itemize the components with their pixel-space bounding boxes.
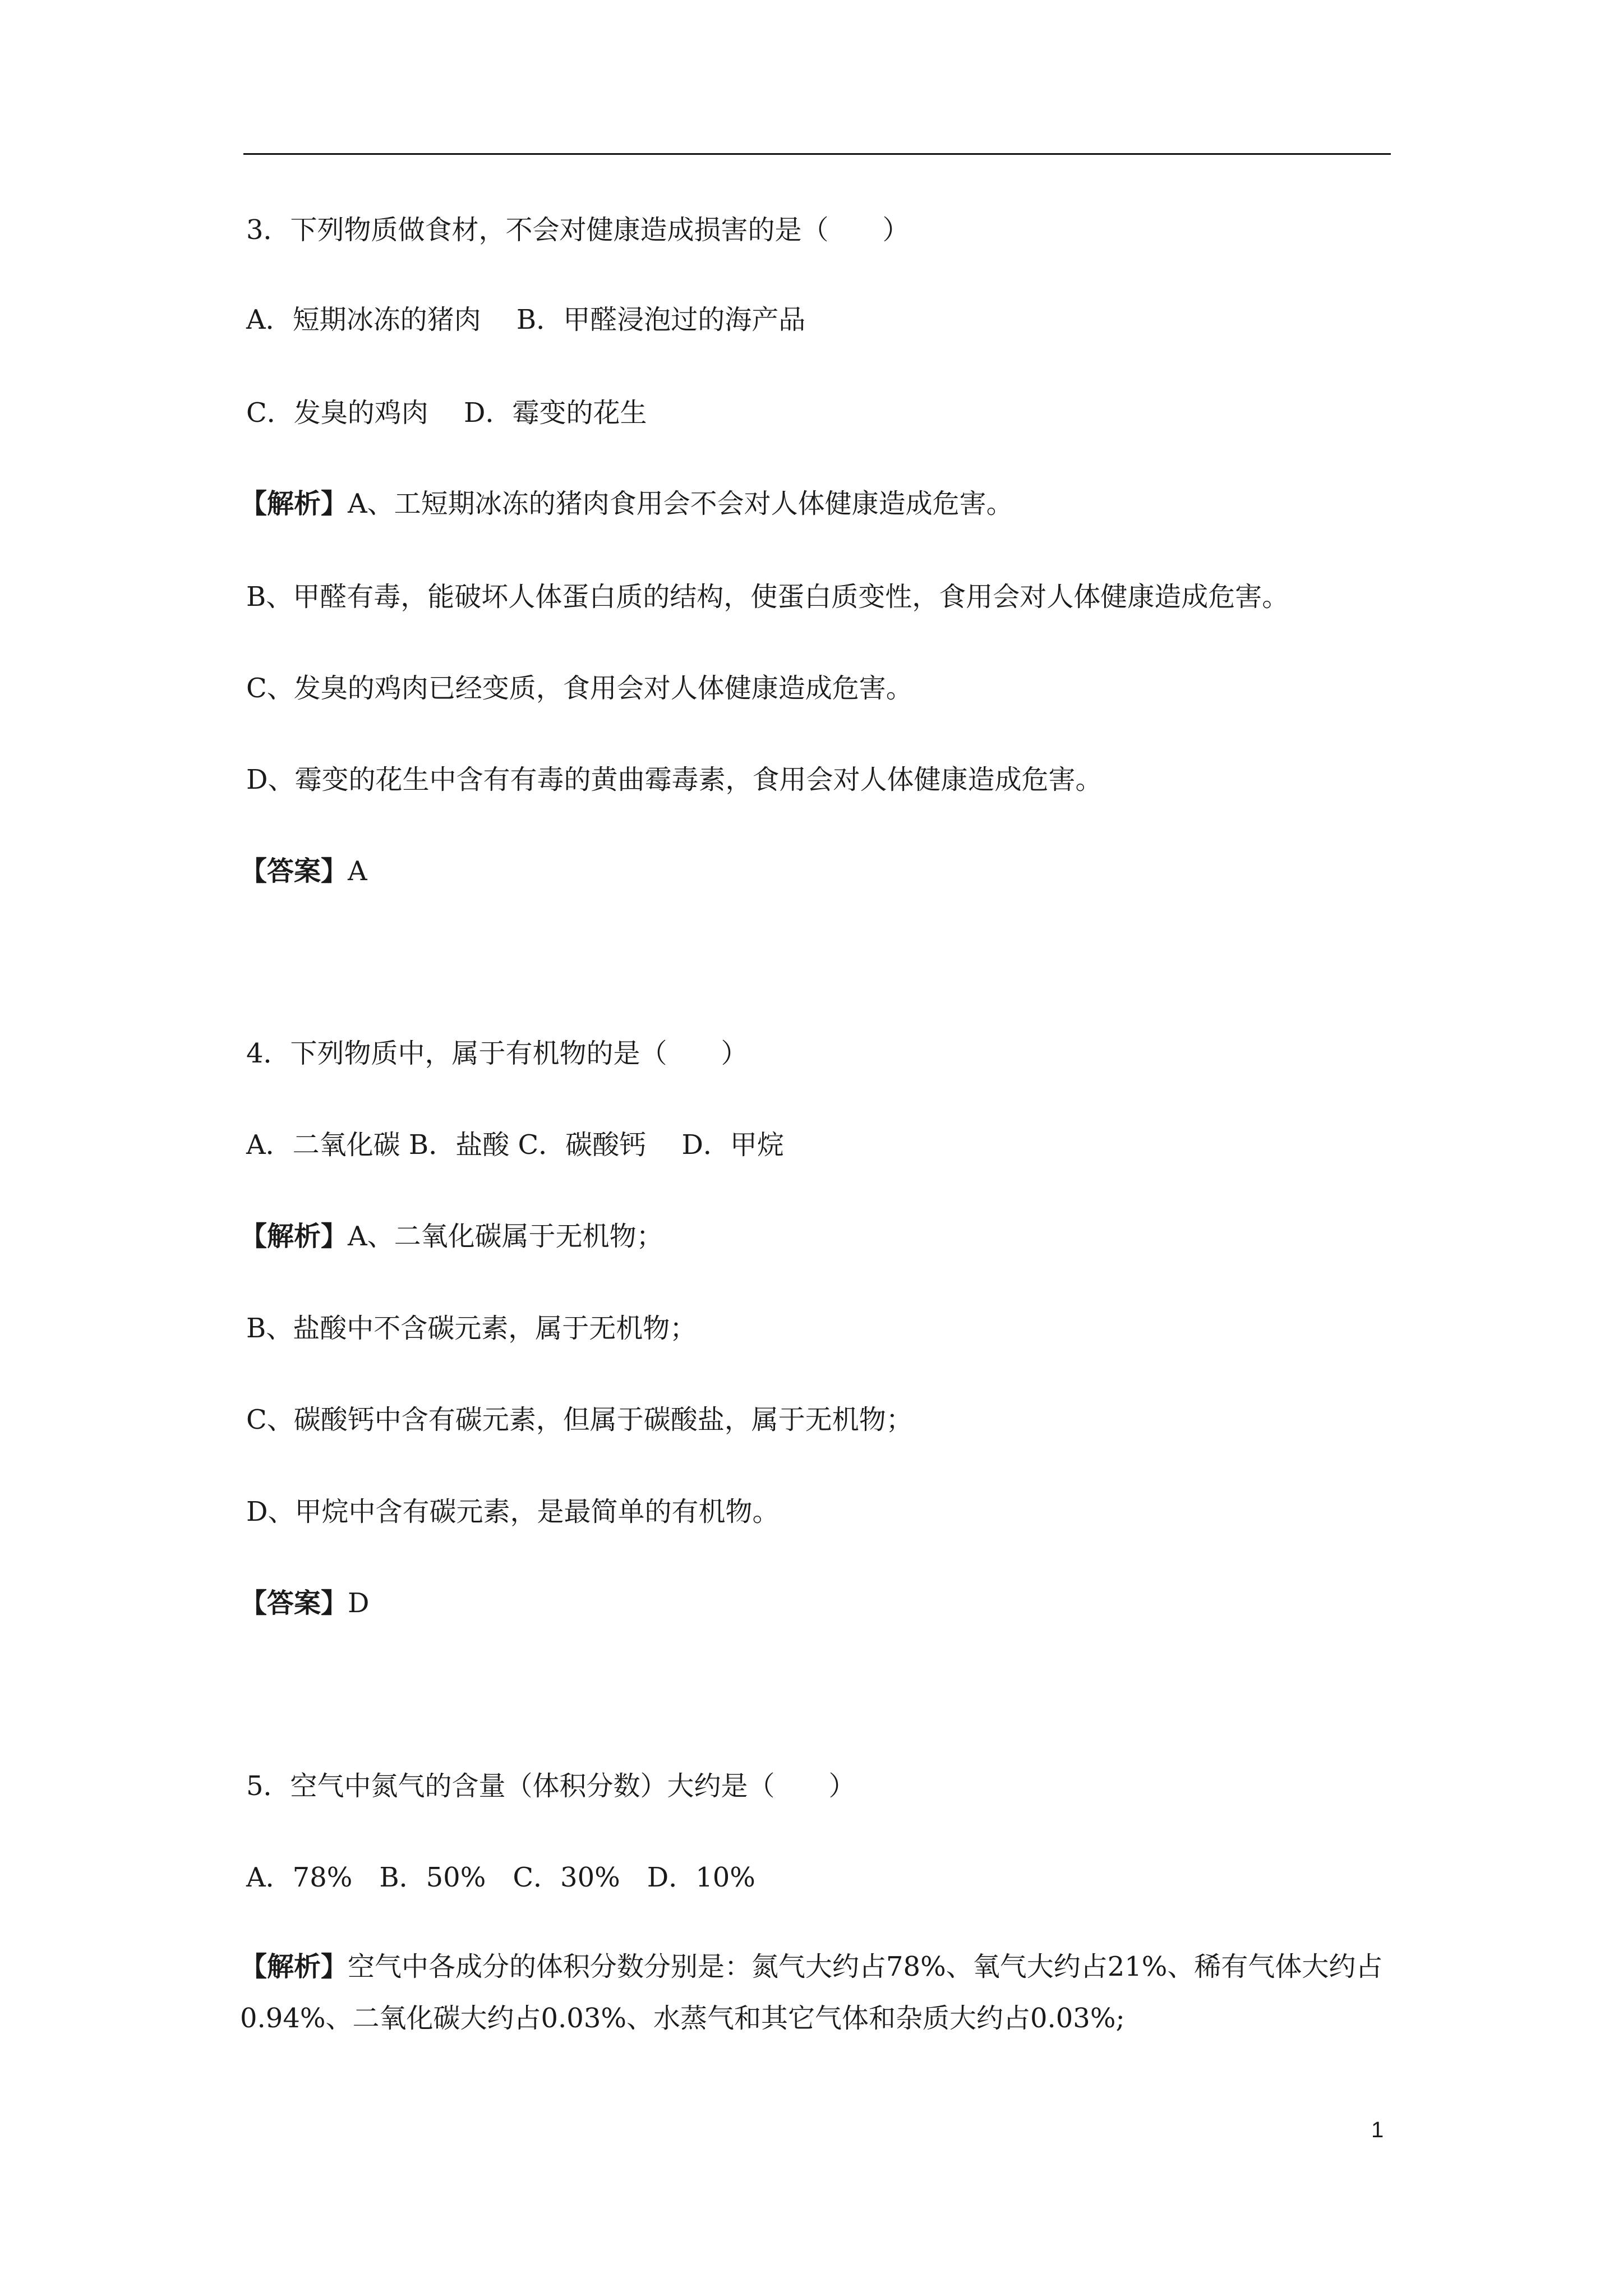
q4-options: A．二氧化碳 B．盐酸 C．碳酸钙 D．甲烷 [246,1129,784,1161]
q3-options-cd: C．发臭的鸡肉 D．霉变的花生 [246,397,647,429]
q4-stem: 4．下列物质中，属于有机物的是（ ） [246,1038,748,1069]
answer-value: A [348,855,367,887]
q3-stem: 3．下列物质做食材，不会对健康造成损害的是（ ） [246,214,910,246]
q3-analysis-d: D、霉变的花生中含有有毒的黄曲霉毒素，食用会对人体健康造成危害。 [246,764,1103,795]
analysis-tag: 【解析】 [240,488,348,519]
analysis-text: A、二氧化碳属于无机物； [348,1221,663,1252]
q4-analysis-b: B、盐酸中不含碳元素，属于无机物； [246,1313,697,1344]
q5-analysis [240,1941,1384,2044]
answer-value: D [348,1588,370,1619]
q4-analysis-d: D、甲烷中含有碳元素，是最简单的有机物。 [246,1496,780,1527]
q3-analysis-c: C、发臭的鸡肉已经变质，食用会对人体健康造成危害。 [246,673,913,704]
analysis-text: A、工短期冰冻的猪肉食用会不会对人体健康造成危害。 [348,488,1013,519]
analysis-text: 空气中各成分的体积分数分别是：氮气大约占78%、氧气大约占21%、稀有气体大约占0.94%、二氧化碳大约占0.03%、水蒸气和其它气体和杂质大约占0.03%; [240,1951,1383,2034]
q3-analysis-a [240,486,1013,522]
analysis-tag: 【解析】 [240,1221,348,1252]
page-number: 1 [1371,2118,1384,2142]
q3-analysis-b: B、甲醛有毒，能破坏人体蛋白质的结构，使蛋白质变性，食用会对人体健康造成危害。 [246,581,1289,613]
q5-stem: 5．空气中氮气的含量（体积分数）大约是（ ） [246,1770,856,1802]
q5-options: A．78% B．50% C．30% D．10% [246,1862,755,1893]
header-rule [243,153,1391,155]
answer-tag: 【答案】 [240,855,348,887]
analysis-tag: 【解析】 [240,1951,348,1982]
q3-options-ab: A．短期冰冻的猪肉 B．甲醛浸泡过的海产品 [246,304,806,335]
answer-tag: 【答案】 [240,1588,348,1619]
q3-answer [240,853,367,889]
q4-analysis-c: C、碳酸钙中含有碳元素，但属于碳酸盐，属于无机物； [246,1404,913,1435]
q4-answer [240,1585,370,1621]
q4-analysis-a [240,1218,663,1254]
